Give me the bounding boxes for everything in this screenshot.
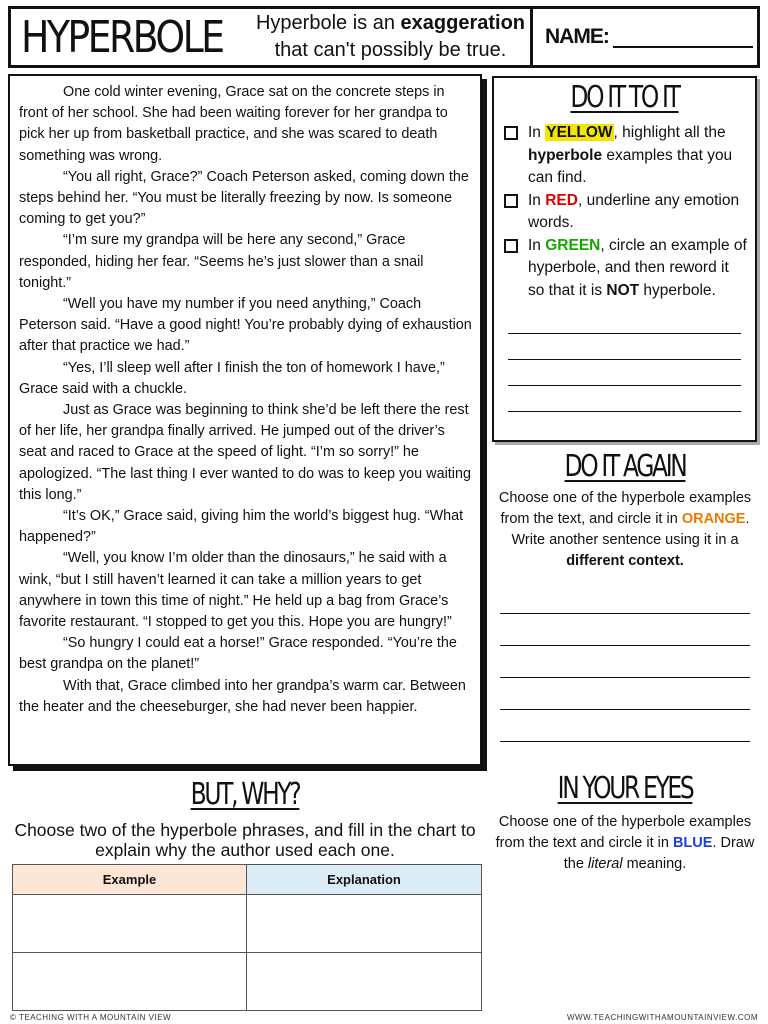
worksheet-title: HYPERBOLE	[21, 11, 223, 63]
orange-color-word: ORANGE	[681, 511, 746, 527]
answer-line[interactable]	[500, 710, 750, 742]
do-it-to-it-section	[492, 76, 757, 442]
answer-line[interactable]	[500, 646, 750, 678]
story-passage	[8, 74, 482, 766]
worksheet-header	[8, 6, 760, 68]
but-why-section	[8, 774, 482, 1011]
footer-website: WWW.TEACHINGWITHAMOUNTAINVIEW.COM	[566, 1013, 758, 1022]
but-why-title: BUT, WHY?	[190, 777, 300, 812]
checkbox-green-task[interactable]	[504, 239, 518, 253]
do-it-again-title: DO IT AGAIN	[564, 449, 686, 484]
table-row	[13, 895, 482, 953]
do-it-again-instructions: Choose one of the hyperbole examples from the text, and circle it in ORANGE. Write another sentence using it in a different context.	[498, 490, 752, 569]
story-paragraph: “Well, you know I’m older than the dinosaurs,” he said with a wink, “but I still haven’t learned it can take a million years to get anywhere in town this time of night.” He held up a bag from Grace’s favorite restaurant. “I stopped to get you this. Hope you are hungry!”	[19, 550, 452, 631]
task-red-text: In RED, underline any emotion words.	[528, 191, 740, 231]
explanation-cell[interactable]	[247, 953, 482, 1011]
do-it-to-it-title: DO IT TO IT	[570, 80, 679, 115]
answer-line[interactable]	[508, 334, 741, 360]
answer-line[interactable]	[500, 582, 750, 614]
explanation-cell[interactable]	[247, 895, 482, 953]
in-your-eyes-title: IN YOUR EYES	[557, 771, 693, 806]
column-header-example: Example	[13, 865, 247, 895]
story-paragraph: One cold winter evening, Grace sat on the concrete steps in front of her school. She had been waiting forever for her grandpa to pick her up from basketball practice, and she was scared to death something was wrong.	[19, 84, 448, 164]
story-paragraph: “It’s OK,” Grace said, giving him the world’s biggest hug. “What happened?”	[19, 508, 464, 546]
title-cell	[11, 9, 533, 65]
story-paragraph: “Yes, I’ll sleep well after I finish the ton of homework I have,” Grace said with a chuckle.	[19, 359, 445, 397]
story-paragraph: “You all right, Grace?” Coach Peterson asked, coming down the steps behind her. “You must be literally freezing by now. Is someone coming to get you?”	[19, 168, 469, 228]
footer-copyright: © TEACHING WITH A MOUNTAIN VIEW	[10, 1013, 172, 1022]
answer-line[interactable]	[508, 360, 741, 386]
green-color-word: GREEN	[545, 236, 601, 254]
definition-pre: Hyperbole is an	[255, 12, 401, 34]
example-cell[interactable]	[13, 895, 247, 953]
story-paragraph: With that, Grace climbed into her grandpa’s warm car. Between the heater and the cheeseburger, she had never been happier.	[19, 677, 466, 715]
name-field[interactable]	[613, 26, 753, 48]
name-cell	[533, 9, 757, 65]
do-it-again-section	[492, 446, 758, 742]
task-yellow-text: In YELLOW, highlight all the hyperbole examples that you can find.	[528, 124, 733, 186]
yellow-color-word: YELLOW	[546, 124, 613, 141]
checkbox-yellow-task[interactable]	[504, 126, 518, 140]
answer-line[interactable]	[508, 308, 741, 334]
example-cell[interactable]	[13, 953, 247, 1011]
example-explanation-table	[12, 864, 482, 1011]
task-red	[502, 190, 747, 235]
name-label: NAME:	[545, 25, 609, 48]
task-yellow	[502, 122, 747, 190]
hyperbole-definition	[251, 10, 530, 64]
checkbox-red-task[interactable]	[504, 194, 518, 208]
table-row	[13, 953, 482, 1011]
task-green	[502, 235, 747, 303]
story-paragraph: “I’m sure my grandpa will be here any second,” Grace responded, hiding her fear. “Seems he’s just slower than a snail tonight.”	[19, 232, 424, 291]
in-your-eyes-instructions: Choose one of the hyperbole examples from the text and circle it in BLUE. Draw the literal meaning.	[495, 814, 755, 872]
story-paragraph: “So hungry I could eat a horse!” Grace responded. “You’re the best grandpa on the planet!”	[19, 635, 457, 673]
definition-bold: exaggeration	[400, 12, 525, 34]
answer-line[interactable]	[508, 386, 741, 412]
story-paragraph: Just as Grace was beginning to think she’d be left there the rest of her life, her grandpa finally arrived. He jumped out of the driver’s seat and raced to Grace at the speed of light. “I’m so sorry!” he apologized. “The last thing I ever wanted to do was to keep you waiting this long.”	[19, 402, 471, 503]
but-why-instructions: Choose two of the hyperbole phrases, and fill in the chart to explain why the author used each one.	[14, 820, 476, 860]
red-color-word: RED	[545, 191, 578, 209]
task-green-text: In GREEN, circle an example of hyperbole, and then reword it so that it is NOT hyperbole.	[528, 236, 747, 299]
column-header-explanation: Explanation	[247, 865, 482, 895]
story-paragraph: “Well you have my number if you need anything,” Coach Peterson said. “Have a good night! You’re probably dying of exhaustion after that practice we had.”	[19, 296, 472, 355]
answer-line[interactable]	[500, 678, 750, 710]
answer-line[interactable]	[500, 614, 750, 646]
in-your-eyes-section	[492, 766, 758, 875]
blue-color-word: BLUE	[672, 835, 713, 851]
definition-post: that can't possibly be true.	[274, 39, 507, 61]
